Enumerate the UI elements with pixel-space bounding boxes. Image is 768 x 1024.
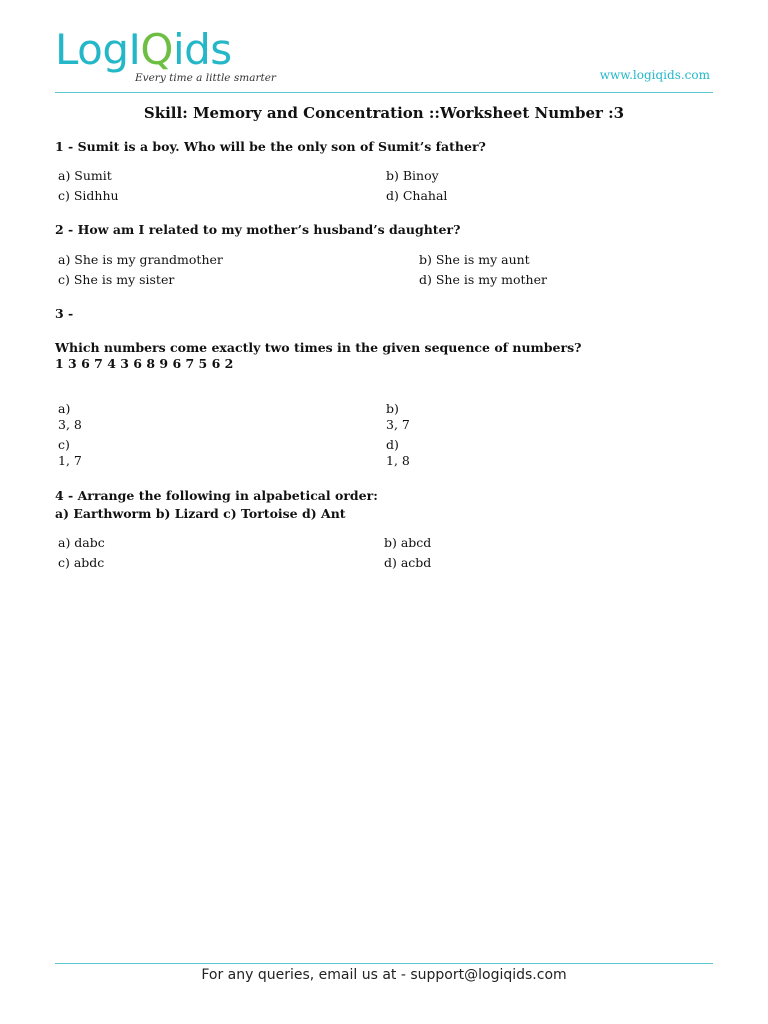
question-2-option-d[interactable]: d) She is my mother: [419, 272, 547, 287]
question-3-sequence: 1 3 6 7 4 3 6 8 9 6 7 5 6 2: [55, 356, 234, 371]
worksheet-title: Skill: Memory and Concentration ::Worksheet Number :3: [143, 104, 625, 122]
question-3-number: 3 -: [55, 306, 74, 321]
footer-divider: [55, 963, 713, 964]
header-divider: [55, 92, 713, 93]
question-1-option-b[interactable]: b) Binoy: [386, 168, 439, 183]
question-4-option-b[interactable]: b) abcd: [384, 535, 432, 550]
question-3-option-c-label[interactable]: c): [58, 437, 70, 452]
question-1-option-d[interactable]: d) Chahal: [386, 188, 448, 203]
question-2-option-c[interactable]: c) She is my sister: [58, 272, 175, 287]
logo-tagline: Every time a little smarter: [135, 72, 276, 84]
question-3-text: Which numbers come exactly two times in the given sequence of numbers?: [55, 340, 582, 355]
logiqids-logo: [55, 26, 295, 88]
question-4-items: a) Earthworm b) Lizard c) Tortoise d) Ant: [55, 506, 346, 521]
footer-contact: For any queries, email us at - support@logiqids.com: [201, 967, 567, 983]
question-3-option-a-value[interactable]: 3, 8: [58, 417, 82, 432]
question-4-option-c[interactable]: c) abdc: [58, 555, 105, 570]
question-4-text: 4 - Arrange the following in alpabetical order:: [55, 488, 378, 503]
question-3-option-d-value[interactable]: 1, 8: [386, 453, 410, 468]
question-2-option-b[interactable]: b) She is my aunt: [419, 252, 530, 267]
question-3-option-b-label[interactable]: b): [386, 401, 399, 416]
logo-text-part3: ids: [172, 25, 232, 74]
website-link[interactable]: www.logiqids.com: [599, 68, 710, 82]
question-3-option-b-value[interactable]: 3, 7: [386, 417, 410, 432]
question-1-text: 1 - Sumit is a boy. Who will be the only son of Sumit’s father?: [55, 139, 486, 154]
question-4-option-d[interactable]: d) acbd: [384, 555, 432, 570]
question-2-text: 2 - How am I related to my mother’s husband’s daughter?: [55, 222, 461, 237]
question-3-option-c-value[interactable]: 1, 7: [58, 453, 82, 468]
question-3-option-d-label[interactable]: d): [386, 437, 399, 452]
question-1-option-c[interactable]: c) Sidhhu: [58, 188, 119, 203]
question-4-option-a[interactable]: a) dabc: [58, 535, 105, 550]
logo-text-part2: Q: [140, 25, 173, 74]
question-1-option-a[interactable]: a) Sumit: [58, 168, 112, 183]
question-2-option-a[interactable]: a) She is my grandmother: [58, 252, 223, 267]
logo-text-part1: LogI: [55, 25, 141, 74]
question-3-option-a-label[interactable]: a): [58, 401, 71, 416]
